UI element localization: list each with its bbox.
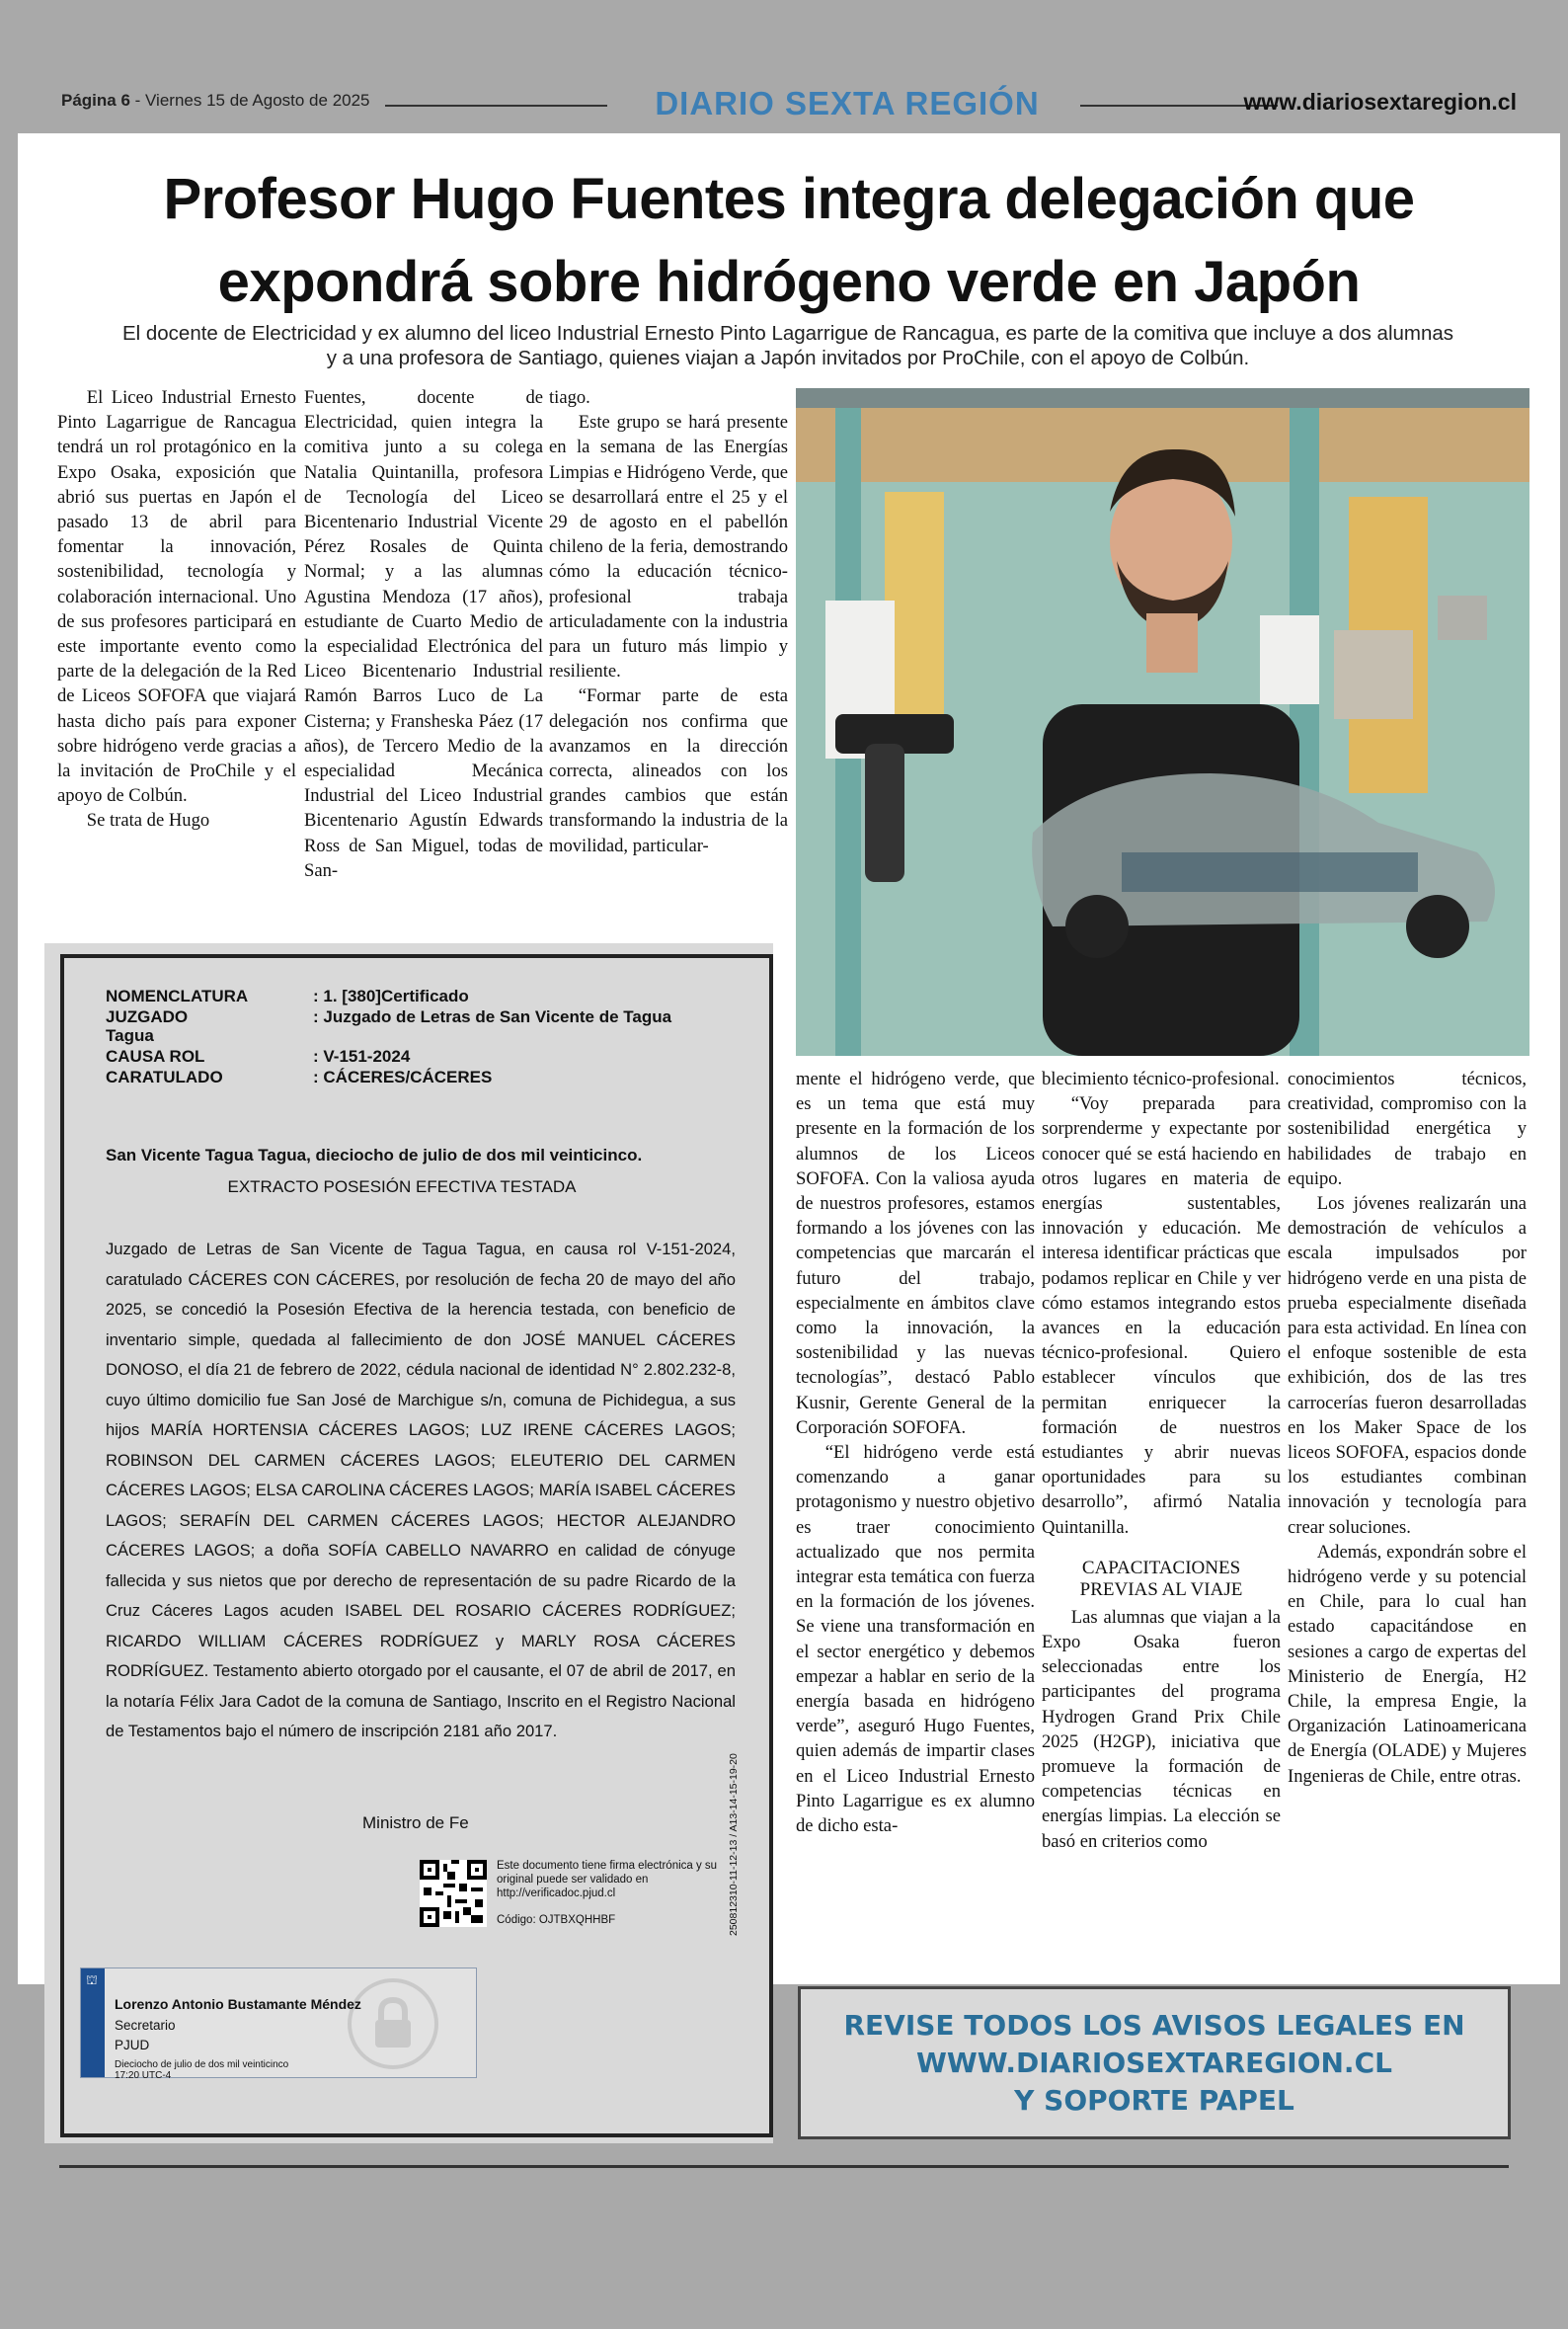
newspaper-title: DIARIO SEXTA REGIÓN [655,85,1040,121]
seal-bar [81,1968,105,2077]
notice-key: CAUSA ROL [106,1047,205,1066]
lock-icon [348,1978,438,2069]
paragraph: Las alumnas que viajan a la Expo Osaka fueron seleccionadas entre los participantes del programa Hydrogen Grand Prix Chile 2025 (H2GP), iniciativa que promueve la formación de competencias técnicas en energías limpias. La elección se basó en criterios como [1042,1606,1281,1852]
masthead [59,85,1521,128]
paragraph: mente el hidrógeno verde, que es un tema que está muy presente en la formación de los alumnos de los Liceos SOFOFA. Con la valiosa ayuda de nuestros profesores, estamos formando a los jóvenes con las competencias que marcarán el futuro del trabajo, especialmente en ámbitos clave como la innovación, la sostenibilidad y las nuevas tecnologías”, destacó Pablo Kusnir, Gerente General de la Corporación SOFOFA. [796,1069,1035,1438]
article-photo [796,388,1529,1056]
paragraph: “El hidrógeno verde está comenzando a ganar protagonismo y nuestro objetivo es traer conocimiento actualizado que nos permita integrar esta temática con fuerza en la formación de los jóvenes. Se viene una transformación en el sector energético y debemos empezar a hablar en serio de la energía basada en hidrógeno verde”, aseguró Hugo Fuentes, quien además de impartir clases en el Liceo Industrial Ernesto Pinto Lagarrigue es ex alumno de dicho esta- [796,1442,1035,1837]
qr-code-icon[interactable] [420,1860,487,1927]
signature-time: 17:20 UTC-4 [115,2070,172,2081]
notice-key: Tagua [106,1026,154,1045]
paragraph: El Liceo Industrial Ernesto Pinto Lagarrigue de Rancagua tendrá un rol protagónico en la Expo Osaka, exposición que abrió sus puertas en Japón el pasado 13 de abril para fomentar la innovación, sostenibilidad, tecnología y colaboración internacional. Uno de sus profesores participará en este importante evento como parte de la delegación de la Red de Liceos SOFOFA que viajará hasta dicho país para exponer sobre hidrógeno verde gracias a la invitación de ProChile y el apoyo de Colbún. [57,387,296,807]
headline-line-2: expondrá sobre hidrógeno verde en Japón [217,250,1361,314]
notice-extract-title: EXTRACTO POSESIÓN EFECTIVA TESTADA [227,1177,577,1196]
notice-value: : 1. [380]Certificado [313,987,469,1005]
notice-header-table [106,986,738,1087]
notice-value [313,1025,738,1046]
signer-org: PJUD [115,2038,150,2052]
notice-row [106,1006,738,1027]
notice-key: CARATULADO [106,1068,223,1086]
notice-body: Juzgado de Letras de San Vicente de Tagua Tagua, en causa rol V-151-2024, caratulado CÁCERES CON CÁCERES, por resolución de fecha 20 de mayo del año 2025, se concedió la Posesión Efectiva de la herencia testada, con beneficio de inventario simple, quedada al fallecimiento de don JOSÉ MANUEL CÁCERES DONOSO, el día 21 de febrero de 2022, cédula nacional de identidad N° 2.802.232-8, cuyo último domicilio fue San José de Marchigue s/n, comuna de Pichidegua, a sus hijos MARÍA HORTENSIA CÁCERES LAGOS; LUZ IRENE CÁCERES LAGOS; ROBINSON DEL CARMEN CÁCERES LAGOS; ELEUTERIO DEL CARMEN CÁCERES LAGOS; ELSA CAROLINA CÁCERES LAGOS; MARÍA ISABEL CÁCERES LAGOS; SERAFÍN DEL CARMEN CÁCERES LAGOS; HECTOR ALEJANDRO CÁCERES LAGOS; a doña SOFÍA CABELLO NAVARRO en calidad de cónyuge fallecida y sus nietos que por derecho de representación de su padre Ricardo de la Cruz Cáceres Lagos acuden ISABEL DEL ROSARIO CÁCERES RODRÍGUEZ; RICARDO WILLIAM CÁCERES RODRÍGUEZ y MARLY ROSA CÁCERES RODRÍGUEZ. Testamento abierto otorgado por el causante, el 07 de abril de 2017, en la notaría Félix Jara Cadot de la comuna de Santiago, Inscrito en el Registro Nacional de Testamentos bajo el número de inscripción 2181 año 2017. [106,1240,736,1740]
notice-key: NOMENCLATURA [106,987,249,1005]
photo-illustration [796,388,1529,1056]
page-date [61,91,370,111]
signer-role: Secretario [115,2018,176,2033]
paragraph: “Voy preparada para sorprenderme y expectante por conocer qué se está haciendo en otros lugares en materia de energías sustentables, innovación y educación. Me interesa identificar prácticas que podamos replicar en Chile y ver cómo estamos integrando estos avances en la educación técnico-profesional. Quiero establecer vínculos que permitan enriquecer la formación de nuestros estudiantes y abrir nuevas oportunidades para su desarrollo”, afirmó Natalia Quintanilla. [1042,1093,1281,1538]
dek-line-2: y a una profesora de Santiago, quienes viajan a Japón invitados por ProChile, con el apoyo de Colbún. [326,347,1250,369]
paragraph: “Formar parte de esta delegación nos confirma que avanzamos en la dirección correcta, alineados con los grandes cambios que están transformando la industria de la movilidad, particular- [549,685,788,856]
legal-notice [60,954,773,2137]
notice-value: : V-151-2024 [313,1047,411,1066]
article-column-2 [304,385,543,883]
article-column-6 [1288,1067,1527,1789]
subheadline [77,321,1499,370]
headline [36,158,1542,324]
signer-name: Lorenzo Antonio Bustamante Méndez [115,1996,361,2012]
ad-line-3: Y SOPORTE PAPEL [1014,2084,1294,2117]
signer-role-block [115,2016,176,2055]
ad-line-1: REVISE TODOS LOS AVISOS LEGALES EN [843,2009,1465,2042]
notice-date-line: San Vicente Tagua Tagua, dieciocho de julio de dos mil veinticinco. [106,1146,643,1164]
article-column-3 [549,385,788,858]
notice-row [106,1067,738,1087]
article-column-5 [1042,1067,1281,1854]
paragraph: Se trata de Hugo [86,810,210,832]
issue-date: - Viernes 15 de Agosto de 2025 [129,91,370,110]
notice-row [106,1025,738,1046]
article-column-1 [57,385,296,834]
footer-rule [59,2165,1509,2168]
notice-value: : Juzgado de Letras de San Vicente de Tagua [313,1007,672,1026]
section-subhead: CAPACITACIONES PREVIAS AL VIAJE [1079,1557,1243,1600]
legal-notices-ad[interactable] [798,1986,1511,2139]
paragraph: conocimientos técnicos, creatividad, compromiso con la sostenibilidad energética y habilidades de trabajo en equipo. [1288,1069,1527,1189]
paragraph: Fuentes, docente de Electricidad, quien integra la comitiva junto a su colega Natalia Quintanilla, profesora de Tecnología del Liceo Bicentenario Industrial Vicente Pérez Rosales de Quinta Normal; y a las alumnas Agustina Mendoza (17 años), estudiante de Cuarto Medio de la especialidad Electrónica del Liceo Bicentenario Industrial Ramón Barros Luco de La Cisterna; y Fransheska Páez (17 años), de Tercero Medio de la especialidad Mecánica Industrial del Liceo Industrial Bicentenario Agustín Edwards Ross de San Miguel, todas de San- [304,387,543,881]
notice-key: JUZGADO [106,1007,189,1026]
lock-icon-graphic [352,1982,434,2065]
court-seal-icon: ⛫ [86,1972,98,1987]
signature-timestamp [115,2059,288,2081]
headline-line-1: Profesor Hugo Fuentes integra delegación que [163,167,1415,231]
paragraph: tiago. [549,387,590,408]
newspaper-url[interactable]: www.diariosextaregion.cl [1243,89,1517,115]
notice-signatory: Ministro de Fe [362,1813,469,1832]
paragraph: blecimiento técnico-profesional. [1042,1069,1280,1089]
qr-validation-text: Este documento tiene firma electrónica y su original puede ser validado en http://verificadoc.pjud.cl [497,1860,718,1899]
paragraph: Además, expondrán sobre el hidrógeno verde y su potencial en Chile, para lo cual han estado capacitándose en sesiones a cargo de expertas del Ministerio de Energía, H2 Chile, la empresa Engie, la Organización Latinoamericana de Energía (OLADE) y Mujeres Ingenieras de Chile, entre otras. [1288,1541,1527,1787]
paragraph: Los jóvenes realizarán una demostración de vehículos a escala impulsados por hidrógeno verde en una pista de prueba especialmente diseñada para esta actividad. En línea con el enfoque sostenible de esta exhibición, dos de las tres carrocerías fueron desarrolladas en los Maker Space de los liceos SOFOFA, espacios donde los estudiantes combinan innovación y tecnología para crear soluciones. [1288,1193,1527,1538]
notice-row [106,986,738,1006]
signature-date: Dieciocho de julio de dos mil veinticinco [115,2059,289,2070]
validation-code: Código: OJTBXQHHBF [497,1914,616,1926]
dek-line-1: El docente de Electricidad y ex alumno del liceo Industrial Ernesto Pinto Lagarrigue de Rancagua, es parte de la comitiva que incluye a dos alumnas [121,322,1454,345]
vertical-code-text: 250812310-11-12-13 / A13-14-15-19-20 [728,1753,740,1936]
notice-value: : CÁCERES/CÁCERES [313,1068,493,1086]
page-label: Página 6 [61,91,130,110]
electronic-signature [80,1968,477,2081]
vertical-code [728,1610,747,1936]
masthead-rule-left [385,105,607,107]
article-column-4 [796,1067,1035,1838]
paragraph: Este grupo se hará presente en la semana de las Energías Limpias e Hidrógeno Verde, que se desarrollará entre el 25 y el 29 de agosto en el pabellón chileno de la feria, demostrando cómo la educación técnico-profesional trabaja articuladamente con la industria para un futuro más limpio y resiliente. [549,412,788,683]
notice-row [106,1046,738,1067]
ad-line-2[interactable]: WWW.DIARIOSEXTAREGION.CL [916,2047,1392,2079]
